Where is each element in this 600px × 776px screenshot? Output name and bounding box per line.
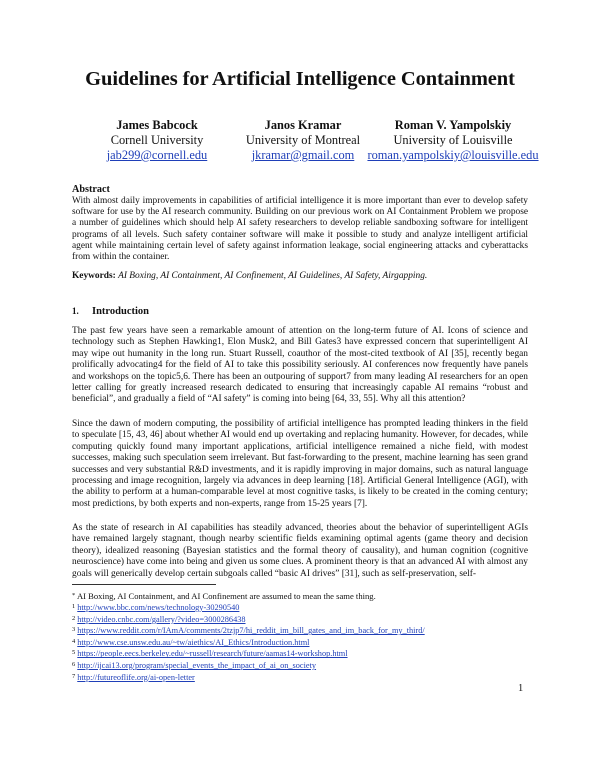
footnote-link[interactable]: http://www.bbc.com/news/technology-30290540	[77, 603, 240, 612]
keywords	[72, 271, 528, 281]
author-block-3	[358, 118, 548, 163]
footnote-item	[72, 602, 528, 614]
keywords-text: AI Boxing, AI Containment, AI Confinement, AI Guidelines, AI Safety, Airgapping.	[118, 271, 428, 281]
footnote-number: 3	[72, 626, 76, 634]
footnote-number: 7	[72, 672, 76, 680]
footnote-number: 1	[72, 603, 76, 610]
footnote-link[interactable]: http://futureoflife.org/ai-open-letter	[77, 672, 195, 682]
footnote-link[interactable]: https://www.reddit.com/r/IAmA/comments/2tzjp7/hi_reddit_im_bill_gates_and_im_back_for_my_third/	[77, 626, 425, 636]
intro-paragraph: Since the dawn of modern computing, the possibility of artificial intelligence has prompted leading thinkers in the field to speculate [15, 43, 46] about whether AI would end up overtaking and replacing humanity. However, for decades, while computing quickly found many important applications, artificial intelligence remained a niche field, with modest successes, making such speculation seem irrelevant. But fast-forwarding to the present, machine learning has seen grand successes and very substantial R&D investments, and it is rapidly improving in major domains, such as natural language processing and image recognition, largely via advances in deep learning [18]. Artificial General Intelligence (AGI), with the ability to perform at a human-comparable level at most cognitive tasks, is likely to be created in the coming century; most predictions, by both experts and non-experts, range from 15-25 years [7].	[72, 419, 528, 509]
abstract-text: With almost daily improvements in capabilities of artificial intelligence it is more important than ever to develop safety software for use by the AI research community. Building on our previous work on AI Containment Problem we propose a number of guidelines which should help AI safety researchers to develop reliable sandboxing software for intelligent programs of all levels. Such safety container software will make it possible to study and analyze intelligent artificial agent while maintaining certain level of safety against information leakage, social engineering attacks and cyberattacks from within the container.	[72, 196, 528, 263]
footnote-link[interactable]: http://video.cnbc.com/gallery/?video=3000286438	[77, 614, 246, 624]
footnote-link[interactable]: http://www.cse.unsw.edu.au/~tw/aiethics/AI_Ethics/Introduction.html	[77, 637, 310, 647]
footnote-number: 2	[72, 614, 76, 622]
footnote-number: 6	[72, 660, 76, 668]
author-affiliation: University of Louisville	[393, 133, 513, 147]
intro-paragraph: As the state of research in AI capabilities has steadily advanced, theories about the behavior of superintelligent AGIs have remained largely stagnant, though nearby scientific fields examining optimal agents (game theory and decision theory), idealized reasoning (Bayesian statistics and the formal theory of causality), and human cognition (cognitive neuroscience) have come into being and given us some clues. A prominent theory is that an advanced AI with almost any goals will generically develop certain subgoals called “basic AI drives” [31], such as self-preservation, self-	[72, 523, 528, 579]
footnote-item	[72, 672, 528, 684]
section-number: 1.	[72, 306, 79, 316]
footnote-item	[72, 625, 528, 637]
keywords-label: Keywords:	[72, 271, 116, 281]
intro-paragraph: The past few years have seen a remarkable amount of attention on the long-term future of AI. Icons of science and technology such as Stephen Hawking1, Elon Musk2, and Bill Gates3 have expressed concern that superintelligent AI may wipe out humanity in the long run. Stuart Russell, coauthor of the most-cited textbook of AI [35], recently began prolifically advocating4 for the field of AI to take this possibility seriously. AI conferences now frequently have panels and workshops on the topic5,6. There has been an outpouring of support7 from many leading AI researchers for an open letter calling for greatly increased research dedicated to ensuring that increasingly capable AI remains “robust and beneficial”, and gradually a field of “AI safety” is coming into being [64, 33, 55]. Why all this attention?	[72, 326, 528, 405]
author-block-1	[82, 118, 232, 163]
footnote-item	[72, 648, 528, 660]
footnote-link[interactable]: https://people.eecs.berkeley.edu/~russell/research/future/aamas14-workshop.html	[77, 649, 348, 659]
author-affiliation: University of Montreal	[245, 133, 361, 147]
page-number: 1	[518, 683, 524, 694]
footnote-item	[72, 614, 528, 626]
footnote-number: 4	[72, 637, 76, 645]
footnote-list	[72, 602, 528, 683]
footnote-item	[72, 637, 528, 649]
footnote-star-text: AI Boxing, AI Containment, and AI Confinement are assumed to mean the same thing.	[76, 591, 376, 601]
paper-title: Guidelines for Artificial Intelligence Containment	[85, 68, 515, 90]
author-email-link[interactable]: roman.yampolskiy@louisville.edu	[367, 148, 539, 162]
section-title: Introduction	[92, 306, 149, 317]
section-heading	[72, 306, 149, 317]
footnote-star: * AI Boxing, AI Containment, and AI Confinement are assumed to mean the same thing.	[72, 591, 376, 601]
abstract-heading: Abstract	[72, 184, 110, 195]
footnote-link[interactable]: http://ijcai13.org/program/special_events_the_impact_of_ai_on_society	[77, 660, 317, 670]
author-email-link[interactable]: jkramar@gmail.com	[251, 148, 355, 162]
author-name: James Babcock	[116, 118, 198, 132]
footnote-number: 5	[72, 649, 76, 657]
footnote-divider	[72, 584, 216, 585]
author-name: Roman V. Yampolskiy	[394, 118, 512, 132]
author-email-link[interactable]: jab299@cornell.edu	[106, 148, 208, 162]
author-name: Janos Kramar	[264, 118, 342, 132]
footnote-item	[72, 660, 528, 672]
author-affiliation: Cornell University	[110, 133, 204, 147]
